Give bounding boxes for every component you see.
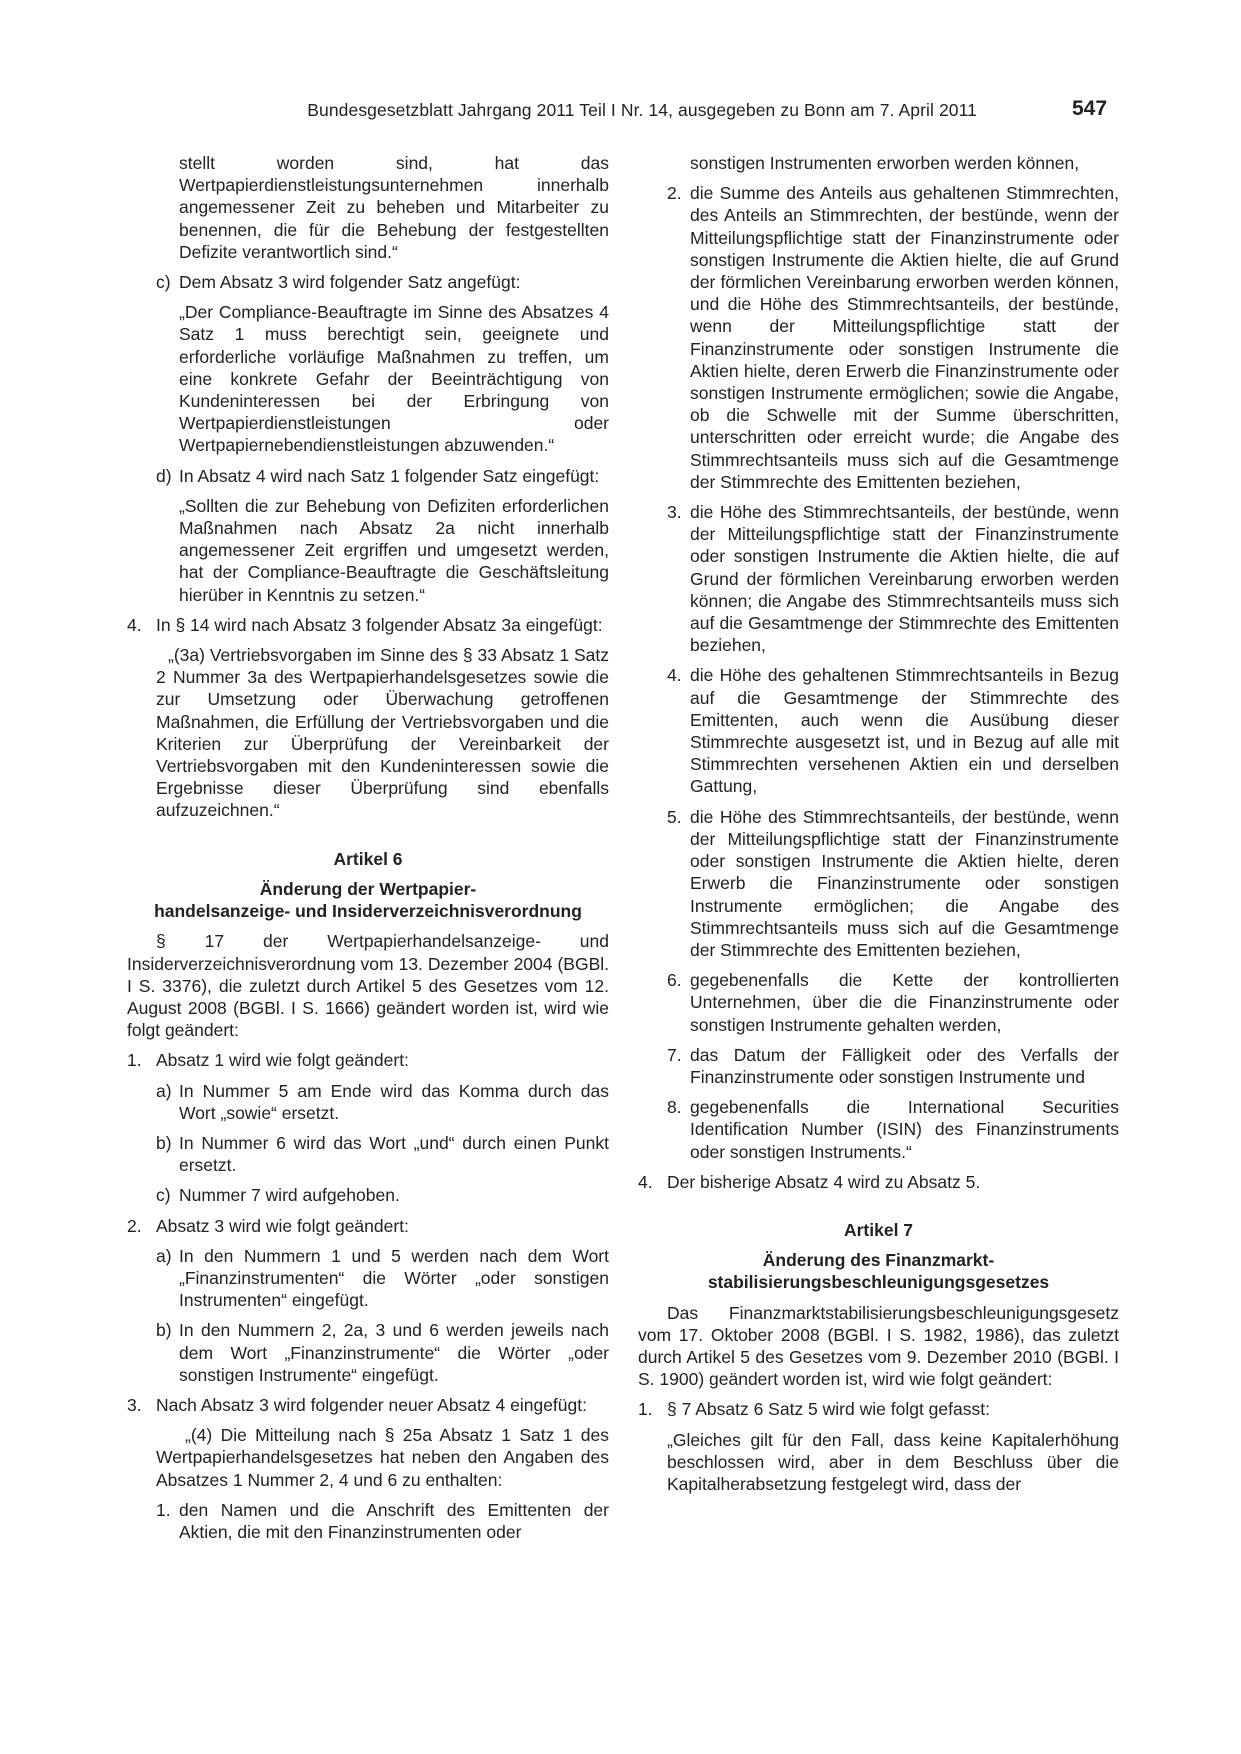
item-1a-text: In Nummer 5 am Ende wird das Komma durch das Wort „sowie“ ersetzt. xyxy=(179,1080,609,1123)
article-7-body: Das Finanzmarktstabilisierungsbeschleunigungsgesetz vom 17. Oktober 2008 (BGBl. I S. 1982, 1986), das zuletzt durch Artikel 5 des Gesetzes vom 9. Dezember 2010 (BGBl. I S. 1900) geändert worden ist, wird wie folgt geändert: xyxy=(638,1302,1119,1390)
item-2b-number: b) xyxy=(156,1320,172,1341)
item-2b-text: In den Nummern 2, 2a, 3 und 6 werden jeweils nach dem Wort „Finanzinstrumente“ die Wörter „oder sonstigen Instrumente“ eingefügt. xyxy=(179,1320,609,1385)
item-4-renumber-number: 4. xyxy=(638,1171,653,1192)
item-4-number: 4. xyxy=(127,614,142,635)
quote-item-2 xyxy=(638,182,1119,493)
article-7-item-1-text: § 7 Absatz 6 Satz 5 wird wie folgt gefasst: xyxy=(667,1399,990,1420)
item-1c xyxy=(127,1184,609,1206)
item-c-number: c) xyxy=(156,272,171,293)
article-7-title xyxy=(638,1249,1119,1293)
quote-item-4 xyxy=(638,664,1119,797)
article-7-item-1-number: 1. xyxy=(638,1399,653,1420)
item-2a-text: In den Nummern 1 und 5 werden nach dem Wort „Finanzinstrumenten“ die Wörter „oder sonstigen Instrumenten“ eingefügt. xyxy=(179,1245,609,1311)
item-d-number: d) xyxy=(156,465,172,486)
item-2-number: 2. xyxy=(127,1215,142,1236)
quote-item-8-text: gegebenenfalls die International Securities Identification Number (ISIN) des Finanzinstruments oder sonstigen Instruments.“ xyxy=(690,1097,1119,1162)
article-6-title xyxy=(127,878,609,922)
item-2a-number: a) xyxy=(156,1245,172,1266)
item-3-text: Nach Absatz 3 wird folgender neuer Absatz 4 eingefügt: xyxy=(156,1394,587,1415)
item-4 xyxy=(127,614,609,636)
article-6-label: Artikel 6 xyxy=(333,848,403,869)
item-3-quote: „(4) Die Mitteilung nach § 25a Absatz 1 Satz 1 des Wertpapierhandelsgesetzes hat neben den Angaben des Absatzes 1 Nummer 2, 4 und 6 zu enthalten: xyxy=(156,1425,609,1490)
article-6-title-line1: Änderung der Wertpapier- xyxy=(259,878,477,899)
item-2b xyxy=(127,1319,609,1386)
quote-item-1 xyxy=(127,1499,609,1543)
article-7-item-1 xyxy=(638,1398,1119,1420)
item-4-renumber-text: Der bisherige Absatz 4 wird zu Absatz 5. xyxy=(667,1171,981,1192)
page-header xyxy=(0,97,1241,128)
item-2-text: Absatz 3 wird wie folgt geändert: xyxy=(156,1215,409,1236)
quote-item-7-number: 7. xyxy=(667,1044,682,1065)
quote-item-3-text: die Höhe des Stimmrechtsanteils, der bestünde, wenn der Mitteilungspflichtige statt der Finanzinstrumente oder sonstigen Instrumente die Aktien hielte, die auf Grund der förmlichen Vereinbarung erworben werden können; die Angabe des Stimmrechtsanteils muss sich auf die Gesamtmenge der Stimmrechte des Emittenten beziehen, xyxy=(690,502,1119,656)
item-1b-number: b) xyxy=(156,1132,172,1153)
article-7-label: Artikel 7 xyxy=(843,1219,914,1240)
item-4-quote: „(3a) Vertriebsvorgaben im Sinne des § 33 Absatz 1 Satz 2 Nummer 3a des Wertpapierhandelsgesetzes sowie die zur Umsetzung oder Überwachung getroffenen Maßnahmen, die Erfüllung der Vertriebsvorgaben und die Kriterien zur Überprüfung der Vereinbarkeit der Vertriebsvorgaben mit den Kundeninteressen sowie die Ergebnisse dieser Überprüfung sind ebenfalls aufzuzeichnen.“ xyxy=(156,645,609,821)
quote-item-6 xyxy=(638,969,1119,1036)
item-2 xyxy=(127,1215,609,1237)
quote-item-8-number: 8. xyxy=(667,1097,682,1118)
item-1-number: 1. xyxy=(127,1050,142,1071)
item-1a xyxy=(127,1080,609,1124)
item-3-number: 3. xyxy=(127,1394,142,1415)
quote-item-3 xyxy=(638,501,1119,656)
item-1b xyxy=(127,1132,609,1176)
article-7-title-line1: Änderung des Finanzmarkt- xyxy=(762,1250,995,1271)
item-d-quote: „Sollten die zur Behebung von Defiziten erforderlichen Maßnahmen nach Absatz 2a nicht innerhalb angemessener Zeit ergriffen und umgesetzt werden, hat der Compliance-Beauftragte die Geschäftsleitung hierüber in Kenntnis zu setzen.“ xyxy=(179,495,609,605)
quote-item-1-continuation: sonstigen Instrumenten erworben werden können, xyxy=(690,153,1080,173)
item-1b-text: In Nummer 6 wird das Wort „und“ durch einen Punkt ersetzt. xyxy=(179,1132,609,1176)
quote-item-2-number: 2. xyxy=(667,183,682,204)
quote-item-8 xyxy=(638,1096,1119,1163)
item-2a xyxy=(127,1245,609,1312)
item-d xyxy=(127,465,609,487)
quote-item-4-number: 4. xyxy=(667,665,682,686)
item-1-text: Absatz 1 wird wie folgt geändert: xyxy=(156,1050,409,1071)
quote-item-6-number: 6. xyxy=(667,970,682,991)
item-3 xyxy=(127,1394,609,1416)
article-7-title-line2: stabilisierungsbeschleunigungsgesetzes xyxy=(707,1272,1050,1293)
quote-item-7 xyxy=(638,1044,1119,1088)
left-column xyxy=(127,152,609,1551)
item-c xyxy=(127,271,609,293)
quote-item-1-number: 1. xyxy=(156,1499,171,1520)
quote-item-5-text: die Höhe des Stimmrechtsanteils, der bestünde, wenn der Mitteilungspflichtige statt der Finanzinstrumente oder sonstigen Instrumente die Aktien hielte, deren Erwerb die Finanzinstrumente oder sonstigen Instrumente ermöglichen; die Angabe des Stimmrechtsanteils muss sich auf die Gesamtmenge der Stimmrechte des Emittenten beziehen, xyxy=(690,806,1119,960)
quote-item-5-number: 5. xyxy=(667,806,682,827)
page-number: 547 xyxy=(1072,97,1108,120)
item-4-renumber xyxy=(638,1171,1119,1193)
article-7-item-1-quote: „Gleiches gilt für den Fall, dass keine Kapitalerhöhung beschlossen wird, aber in dem Beschluss über die Kapitalherabsetzung festgelegt wird, dass der xyxy=(667,1429,1119,1494)
quote-item-4-text: die Höhe des gehaltenen Stimmrechtsanteils in Bezug auf die Gesamtmenge der Stimmrechte des Emittenten, auch wenn die Ausübung dieser Stimmrechte ausgesetzt ist, und in Bezug auf alle mit Stimmrechten versehenen Aktien ein und derselben Gattung, xyxy=(690,665,1119,797)
item-d-text: In Absatz 4 wird nach Satz 1 folgender Satz eingefügt: xyxy=(179,465,600,486)
quote-item-1-text: den Namen und die Anschrift des Emittenten der Aktien, die mit den Finanzinstrumenten oder xyxy=(179,1499,609,1542)
quote-item-2-text: die Summe des Anteils aus gehaltenen Stimmrechten, des Anteils an Stimmrechten, der bestünde, wenn der Mitteilungspflichtige statt der Finanzinstrumente oder sonstigen Instrumente die Aktien hielte, die auf Grund der förmlichen Vereinbarung erworben werden können, und die Höhe des Stimmrechtsanteils, der bestünde, wenn der Mitteilungspflichtige statt der Finanzinstrumente oder sonstigen Instrumente die Aktien hielte, deren Erwerb die Finanzinstrumente oder sonstigen Instrumente ermöglichen; sowie die Angabe, ob die Schwelle mit der Summe überschritten, unterschritten oder erreicht wurde; die Angabe des Stimmrechtsanteils muss sich auf die Gesamtmenge der Stimmrechte des Emittenten beziehen, xyxy=(690,183,1119,492)
article-6-body: § 17 der Wertpapierhandelsanzeige- und Insiderverzeichnisverordnung vom 13. Dezember 2004 (BGBl. I S. 3376), die zuletzt durch Artikel 5 des Gesetzes vom 12. August 2008 (BGBl. I S. 1666) geändert worden ist, wird wie folgt geändert: xyxy=(127,931,609,1041)
item-1c-number: c) xyxy=(156,1185,171,1206)
item-1 xyxy=(127,1049,609,1071)
item-c-quote: „Der Compliance-Beauftragte im Sinne des Absatzes 4 Satz 1 muss berechtigt sein, geeignete und erforderliche vorläufige Maßnahmen zu treffen, um eine konkrete Gefahr der Beeinträchtigung von Kundeninteressen bei der Erbringung von Wertpapierdienstleistungen oder Wertpapiernebendienstleistungen abzuwenden.“ xyxy=(179,302,609,456)
item-1a-number: a) xyxy=(156,1080,172,1101)
quote-item-5 xyxy=(638,806,1119,961)
quote-item-7-text: das Datum der Fälligkeit oder des Verfalls der Finanzinstrumente oder sonstigen Instrumente und xyxy=(690,1044,1119,1087)
quote-item-3-number: 3. xyxy=(667,502,682,523)
header-title: Bundesgesetzblatt Jahrgang 2011 Teil I Nr. 14, ausgegeben zu Bonn am 7. April 2011 xyxy=(307,100,977,120)
article-6-title-line2: handelsanzeige- und Insiderverzeichnisverordnung xyxy=(154,901,582,922)
item-c-text: Dem Absatz 3 wird folgender Satz angefügt: xyxy=(179,272,521,293)
item-b-continuation: stellt worden sind, hat das Wertpapierdienstleistungsunternehmen innerhalb angemessener Zeit zu beheben und Mitarbeiter zu benennen, die für die Behebung der festgestellten Defizite verantwortlich sind.“ xyxy=(179,153,609,262)
right-column xyxy=(638,152,1119,1503)
item-4-text: In § 14 wird nach Absatz 3 folgender Absatz 3a eingefügt: xyxy=(156,614,603,635)
item-1c-text: Nummer 7 wird aufgehoben. xyxy=(179,1185,400,1206)
quote-item-6-text: gegebenenfalls die Kette der kontrollierten Unternehmen, über die die Finanzinstrumente oder sonstigen Instrumente gehalten werden, xyxy=(690,970,1119,1035)
